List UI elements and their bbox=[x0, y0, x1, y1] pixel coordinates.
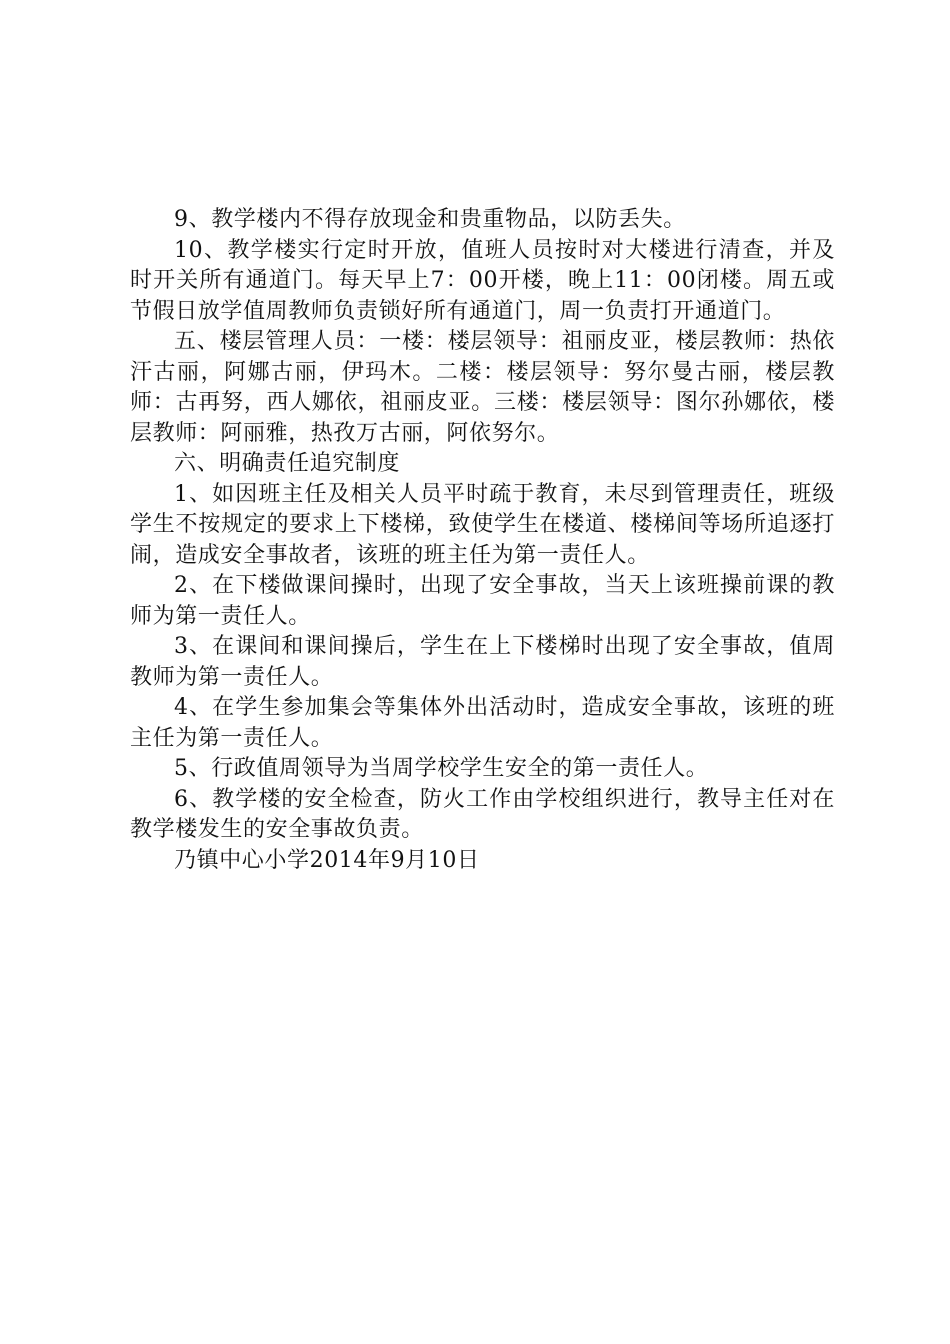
section-six-heading: 六、明确责任追究制度 bbox=[174, 451, 401, 476]
responsibility-item-6: 6、教学楼的安全检查，防火工作由学校组织进行，教导主任对在教学楼发生的安全事故负责。 bbox=[130, 786, 835, 842]
responsibility-item-2: 2、在下楼做课间操时，出现了安全事故，当天上该班操前课的教师为第一责任人。 bbox=[130, 573, 835, 629]
responsibility-item-4: 4、在学生参加集会等集体外出活动时，造成安全事故，该班的班主任为第一责任人。 bbox=[130, 695, 835, 751]
floor-managers-paragraph: 五、楼层管理人员：一楼：楼层领导：祖丽皮亚，楼层教师：热依汗古丽，阿娜古丽，伊玛木。二楼：楼层领导：努尔曼古丽，楼层教师：古再努，西人娜依，祖丽皮亚。三楼：楼层领导：图尔孙娜依，楼层教师：阿丽雅，热孜万古丽，阿依努尔。 bbox=[130, 329, 835, 446]
responsibility-item-5: 5、行政值周领导为当周学校学生安全的第一责任人。 bbox=[174, 756, 709, 781]
document-page bbox=[130, 205, 835, 876]
rule-9-paragraph: 9、教学楼内不得存放现金和贵重物品，以防丢失。 bbox=[174, 207, 686, 232]
responsibility-item-3: 3、在课间和课间操后，学生在上下楼梯时出现了安全事故，值周教师为第一责任人。 bbox=[130, 634, 835, 690]
signature-date-line: 乃镇中心小学2014年9月10日 bbox=[174, 847, 480, 873]
responsibility-item-1: 1、如因班主任及相关人员平时疏于教育，未尽到管理责任，班级学生不按规定的要求上下楼梯，致使学生在楼道、楼梯间等场所追逐打闹，造成安全事故者，该班的班主任为第一责任人。 bbox=[130, 481, 835, 568]
rule-10-paragraph: 10、教学楼实行定时开放，值班人员按时对大楼进行清查，并及时开关所有通道门。每天早上7：00开楼，晚上11：00闭楼。周五或节假日放学值周教师负责锁好所有通道门，周一负责打开通道门。 bbox=[130, 237, 835, 324]
